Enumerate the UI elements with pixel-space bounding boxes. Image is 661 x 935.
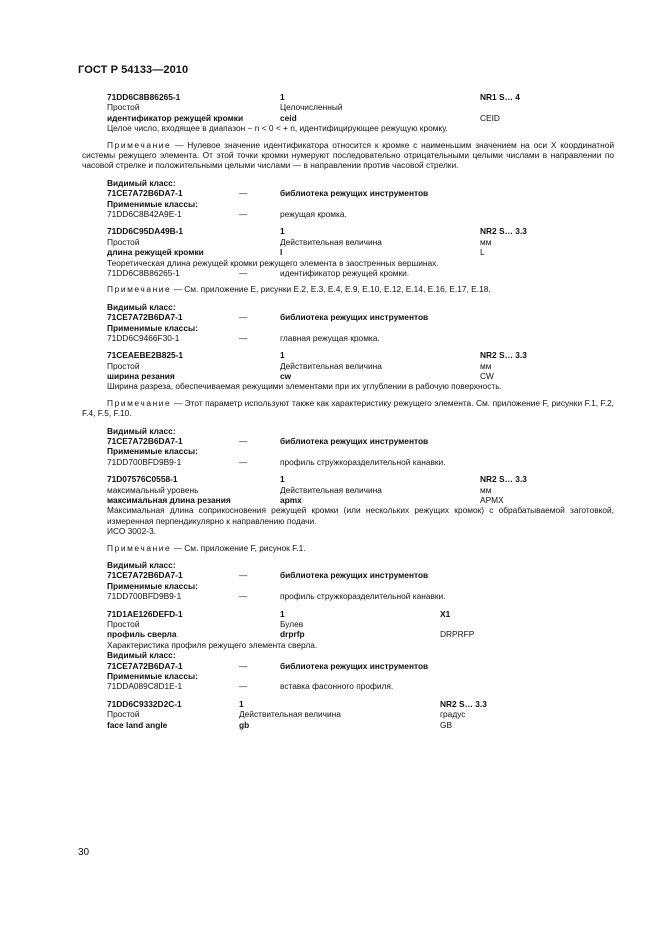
- applicable-classes-label: Применимые классы:: [107, 580, 198, 591]
- applicable-class-code: 71DD700BFD9B9-1: [107, 456, 182, 467]
- applicable-classes-label: Применимые классы:: [107, 198, 198, 209]
- visible-class-name: библиотека режущих инструментов: [280, 570, 429, 581]
- class-block: [82, 178, 614, 220]
- applicable-classes-label: Применимые классы:: [107, 322, 198, 333]
- entry-unit: мм: [480, 484, 492, 495]
- entry-id: 71CEAEBE2B825-1: [107, 350, 184, 361]
- entry-name-row: [82, 371, 614, 381]
- entry-version: 1: [280, 608, 285, 619]
- entry-id: 71D1AE126DEFD-1: [107, 608, 183, 619]
- visible-class-code: 71CE7A72B6DA7-1: [107, 660, 183, 671]
- entry-symbol: gb: [239, 719, 250, 730]
- entry-type: максимальный уровень: [107, 484, 199, 495]
- dash: —: [239, 332, 248, 343]
- applicable-class-name: профиль стружкоразделительной канавки.: [280, 456, 446, 467]
- entry-type: Простой: [107, 709, 140, 720]
- note-separator: —: [171, 542, 185, 553]
- dash: —: [239, 456, 248, 467]
- entry-datatype: Действительная величина: [280, 484, 382, 495]
- entry-note: [82, 398, 614, 419]
- entry: [82, 474, 614, 553]
- visible-class-label: Видимый класс:: [107, 301, 176, 312]
- entry-datatype: Действительная величина: [239, 709, 341, 720]
- entry-id: 71DD6C8B86265-1: [107, 92, 181, 102]
- entry-name: профиль сверла: [107, 629, 177, 640]
- entry-name-row: [82, 247, 614, 257]
- entry-format: X1: [440, 608, 451, 619]
- note-separator: —: [171, 139, 188, 150]
- dash: —: [239, 681, 248, 692]
- dash: —: [239, 570, 248, 581]
- visible-class-name: библиотека режущих инструментов: [280, 188, 429, 199]
- note-label: Примечание: [107, 139, 172, 150]
- entry-unit: градус: [440, 709, 466, 720]
- entry-symbol: cw: [280, 371, 292, 382]
- entry-type-row: [82, 102, 614, 112]
- entry-id: 71D07576C0558-1: [107, 474, 178, 485]
- entry: [82, 350, 614, 418]
- entry-type-row: [82, 237, 614, 247]
- dash: —: [239, 208, 248, 219]
- entry-version: 1: [280, 226, 285, 237]
- reference-code: 71DD6C8B86265-1: [107, 267, 180, 278]
- entry-source: ИСО 3002-3.: [107, 526, 156, 537]
- visible-class-name: библиотека режущих инструментов: [280, 660, 429, 671]
- entry: [82, 226, 614, 294]
- entry-type: Простой: [107, 236, 140, 247]
- entry-format: NR2 S… 3.3: [480, 350, 527, 361]
- applicable-classes-label: Применимые классы:: [107, 670, 198, 681]
- entry: [82, 699, 614, 730]
- note-text: Нулевое значение идентификатора относится к кромке с наименьшим значением на оси X координатной системы режущего элемента. От этой точки кромки нумеруют последовательно отрицательными целыми числами в направлении по часовой стрелке и положительными целыми числами — в направлении против часовой стрелки.: [82, 139, 614, 171]
- visible-class-label: Видимый класс:: [107, 650, 176, 661]
- dash: —: [239, 660, 248, 671]
- entry-version: 1: [280, 350, 285, 361]
- entry-pref: CW: [480, 371, 494, 382]
- entry-name-row: [82, 720, 614, 730]
- note-label: Примечание: [107, 397, 172, 408]
- entry-note: [82, 140, 614, 171]
- visible-class-label: Видимый класс:: [107, 177, 176, 188]
- dash: —: [239, 312, 248, 323]
- entry-datatype: Булев: [280, 619, 304, 629]
- entry-name: ширина резания: [107, 371, 175, 382]
- note-label: Примечание: [107, 542, 172, 553]
- entry-type: Простой: [107, 360, 140, 371]
- visible-class-name: библиотека режущих инструментов: [280, 436, 429, 447]
- entry-name-row: [82, 629, 614, 639]
- entry-definition: Теоретическая длина режущей кромки режущего элемента в заостренных вершинах.: [107, 257, 439, 268]
- note-separator: —: [171, 284, 185, 295]
- entry-name: максимальная длина резания: [107, 495, 231, 506]
- entry-symbol: apmx: [280, 495, 302, 506]
- entry-reference-row: [82, 268, 614, 278]
- entry-note: [82, 284, 614, 294]
- entry-symbol: ceid: [280, 112, 297, 123]
- entry-type: Простой: [107, 619, 140, 629]
- applicable-class-code: 71DD6C8B42A9E-1: [107, 208, 182, 219]
- note-separator: —: [171, 397, 185, 408]
- entry-format: NR2 S… 3.3: [480, 474, 527, 485]
- entry-datatype: Действительная величина: [280, 236, 382, 247]
- entry-id: 71DD6C9332D2C-1: [107, 698, 182, 709]
- class-block: [82, 560, 614, 602]
- applicable-class-name: главная режущая кромка.: [280, 332, 380, 343]
- entry: [82, 92, 614, 171]
- entry-id-row: [82, 699, 614, 709]
- applicable-class-code: 71DD700BFD9B9-1: [107, 591, 182, 602]
- entry-definition: Характеристика профиля режущего элемента сверла.: [107, 639, 318, 650]
- entry-unit: мм: [480, 236, 492, 247]
- class-block: [82, 650, 614, 692]
- visible-class-code: 71CE7A72B6DA7-1: [107, 436, 183, 447]
- entry-pref: GB: [440, 719, 453, 730]
- applicable-class-name: профиль стружкоразделительной канавки.: [280, 591, 446, 602]
- entry-type-row: [82, 485, 614, 495]
- document-header: ГОСТ Р 54133—2010: [78, 64, 189, 76]
- dash: —: [239, 188, 248, 199]
- entry: [82, 609, 614, 651]
- document-content: [82, 92, 614, 737]
- note-text: Этот параметр используют также как характеристику режущего элемента. См. приложение F, рисунки F.1, F.2, F.4, F.5, F.10.: [82, 397, 614, 419]
- entry-type-row: [82, 361, 614, 371]
- entry-pref: L: [480, 247, 485, 258]
- entry-type: Простой: [107, 102, 140, 113]
- entry-unit: мм: [480, 360, 492, 371]
- entry-id-row: [82, 350, 614, 360]
- entry-definition: Целое число, входящее в диапазон − n < 0 < + n, идентифицирующее режущую кромку.: [107, 123, 448, 134]
- entry-name: face land angle: [107, 719, 168, 730]
- note-text: См. приложение F, рисунок F.1.: [184, 542, 306, 553]
- dash: —: [239, 591, 248, 602]
- entry-pref: CEID: [480, 112, 500, 123]
- entry-id-row: [82, 92, 614, 102]
- applicable-class-name: режущая кромка.: [280, 208, 347, 219]
- applicable-class-code: 71DD6C9466F30-1: [107, 332, 180, 343]
- entry-datatype: Целочисленный: [280, 102, 343, 113]
- dash: —: [239, 267, 248, 278]
- entry-name-row: [82, 495, 614, 505]
- entry-symbol: drprfp: [280, 629, 305, 640]
- visible-class-code: 71CE7A72B6DA7-1: [107, 312, 183, 323]
- entry-name: идентификатор режущей кромки: [107, 112, 244, 123]
- entry-symbol: l: [280, 247, 283, 258]
- entry-datatype: Действительная величина: [280, 360, 382, 371]
- entry-name-row: [82, 113, 614, 123]
- reference-name: идентификатор режущей кромки.: [280, 267, 410, 278]
- visible-class-code: 71CE7A72B6DA7-1: [107, 570, 183, 581]
- visible-class-label: Видимый класс:: [107, 425, 176, 436]
- entry-version: 1: [280, 92, 285, 102]
- entry-pref: DRPRFP: [440, 629, 475, 640]
- applicable-class-code: 71DDA089C8D1E-1: [107, 681, 183, 692]
- entry-note: [82, 543, 614, 553]
- class-block: [82, 302, 614, 344]
- entry-pref: APMX: [480, 495, 504, 506]
- entry-id: 71DD6C95DA49B-1: [107, 226, 184, 237]
- applicable-class-name: вставка фасонного профиля.: [280, 681, 394, 692]
- visible-class-label: Видимый класс:: [107, 560, 176, 571]
- entry-version: 1: [239, 698, 244, 709]
- entry-type-row: [82, 709, 614, 719]
- entry-definition: Ширина разреза, обеспечиваемая режущими элементами при их углублении в рабочую поверхность.: [107, 381, 502, 392]
- entry-format: NR2 S… 3.3: [440, 698, 487, 709]
- dash: —: [239, 436, 248, 447]
- visible-class-code: 71CE7A72B6DA7-1: [107, 188, 183, 199]
- applicable-classes-label: Применимые классы:: [107, 446, 198, 457]
- entry-id-row: [82, 474, 614, 484]
- entry-definition: Максимальная длина соприкосновения режущей кромки (или нескольких режущих кромок) с обрабатываемой заготовкой, измеренная перпендикулярно к направлению подачи.: [107, 505, 614, 526]
- entry-id-row: [82, 609, 614, 619]
- note-text: См. приложение E, рисунки E.2, E.3, E.4, E.9, E.10, E.12, E.14, E.16, E.17, E.18.: [184, 284, 491, 295]
- entry-type-row: [82, 619, 614, 629]
- entry-version: 1: [280, 474, 285, 485]
- entry-name: длина режущей кромки: [107, 247, 204, 258]
- note-label: Примечание: [107, 284, 172, 295]
- class-block: [82, 426, 614, 468]
- entry-format: NR1 S… 4: [480, 92, 520, 102]
- entry-id-row: [82, 226, 614, 236]
- visible-class-name: библиотека режущих инструментов: [280, 312, 429, 323]
- page-number: 30: [78, 847, 90, 858]
- entry-format: NR2 S… 3.3: [480, 226, 527, 237]
